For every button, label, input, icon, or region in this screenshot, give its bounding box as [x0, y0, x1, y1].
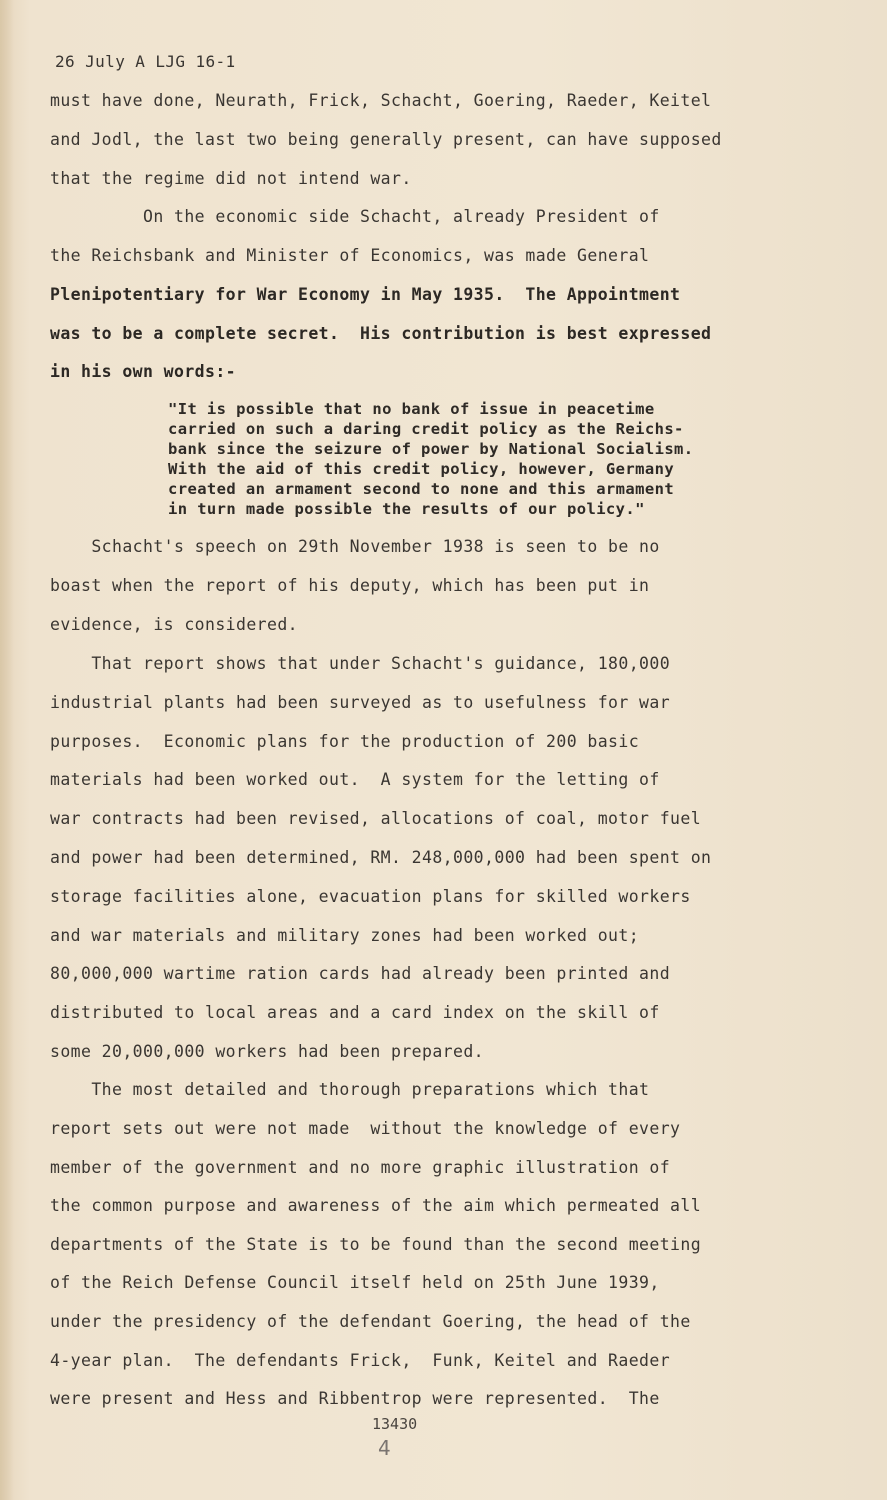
text-line: and Jodl, the last two being generally present, can have supposed	[50, 130, 722, 149]
quote-line: in turn made possible the results of our policy."	[168, 500, 645, 518]
text-line: the Reichsbank and Minister of Economics, was made General	[50, 246, 650, 265]
quote-line: carried on such a daring credit policy as the Reichs-	[168, 420, 684, 438]
text-line: some 20,000,000 workers had been prepared.	[50, 1042, 485, 1061]
page-left-edge	[0, 0, 14, 1500]
text-line: That report shows that under Schacht's guidance, 180,000	[50, 654, 671, 673]
text-line: the common purpose and awareness of the aim which permeated all	[50, 1196, 702, 1215]
text-line: 80,000,000 wartime ration cards had already been printed and	[50, 964, 671, 983]
text-line: war contracts had been revised, allocations of coal, motor fuel	[50, 809, 702, 828]
text-line: materials had been worked out. A system for the letting of	[50, 770, 660, 789]
text-line: purposes. Economic plans for the production of 200 basic	[50, 732, 640, 751]
text-line: must have done, Neurath, Frick, Schacht, Goering, Raeder, Keitel	[50, 91, 712, 110]
document-header: 26 July A LJG 16-1	[55, 52, 236, 71]
text-line: On the economic side Schacht, already President of	[50, 207, 660, 226]
text-line: under the presidency of the defendant Goering, the head of the	[50, 1312, 691, 1331]
text-line: was to be a complete secret. His contribution is best expressed	[50, 324, 712, 343]
text-line: departments of the State is to be found than the second meeting	[50, 1235, 702, 1254]
text-line: and war materials and military zones had been worked out;	[50, 926, 640, 945]
text-line: storage facilities alone, evacuation plans for skilled workers	[50, 887, 691, 906]
text-line: report sets out were not made without the knowledge of every	[50, 1119, 681, 1138]
text-line: industrial plants had been surveyed as to usefulness for war	[50, 693, 671, 712]
text-line: Plenipotentiary for War Economy in May 1935. The Appointment	[50, 285, 681, 304]
text-line: were present and Hess and Ribbentrop were represented. The	[50, 1389, 660, 1408]
text-line: Schacht's speech on 29th November 1938 is seen to be no	[50, 537, 660, 556]
text-line: that the regime did not intend war.	[50, 169, 412, 188]
quote-line: With the aid of this credit policy, however, Germany	[168, 460, 675, 478]
text-line: evidence, is considered.	[50, 615, 299, 634]
text-line: member of the government and no more graphic illustration of	[50, 1158, 671, 1177]
text-line: in his own words:-	[50, 362, 237, 381]
text-line: 4-year plan. The defendants Frick, Funk, Keitel and Raeder	[50, 1351, 671, 1370]
quote-line: "It is possible that no bank of issue in peacetime	[168, 400, 655, 418]
text-line: boast when the report of his deputy, which has been put in	[50, 576, 650, 595]
quote-line: bank since the seizure of power by National Socialism.	[168, 440, 694, 458]
page-number: 13430	[372, 1415, 418, 1433]
text-line: of the Reich Defense Council itself held on 25th June 1939,	[50, 1273, 660, 1292]
handwritten-page-number: 4	[378, 1436, 391, 1460]
text-line: and power had been determined, RM. 248,000,000 had been spent on	[50, 848, 712, 867]
quote-line: created an armament second to none and this armament	[168, 480, 675, 498]
text-line: The most detailed and thorough preparations which that	[50, 1080, 650, 1099]
text-line: distributed to local areas and a card index on the skill of	[50, 1003, 660, 1022]
